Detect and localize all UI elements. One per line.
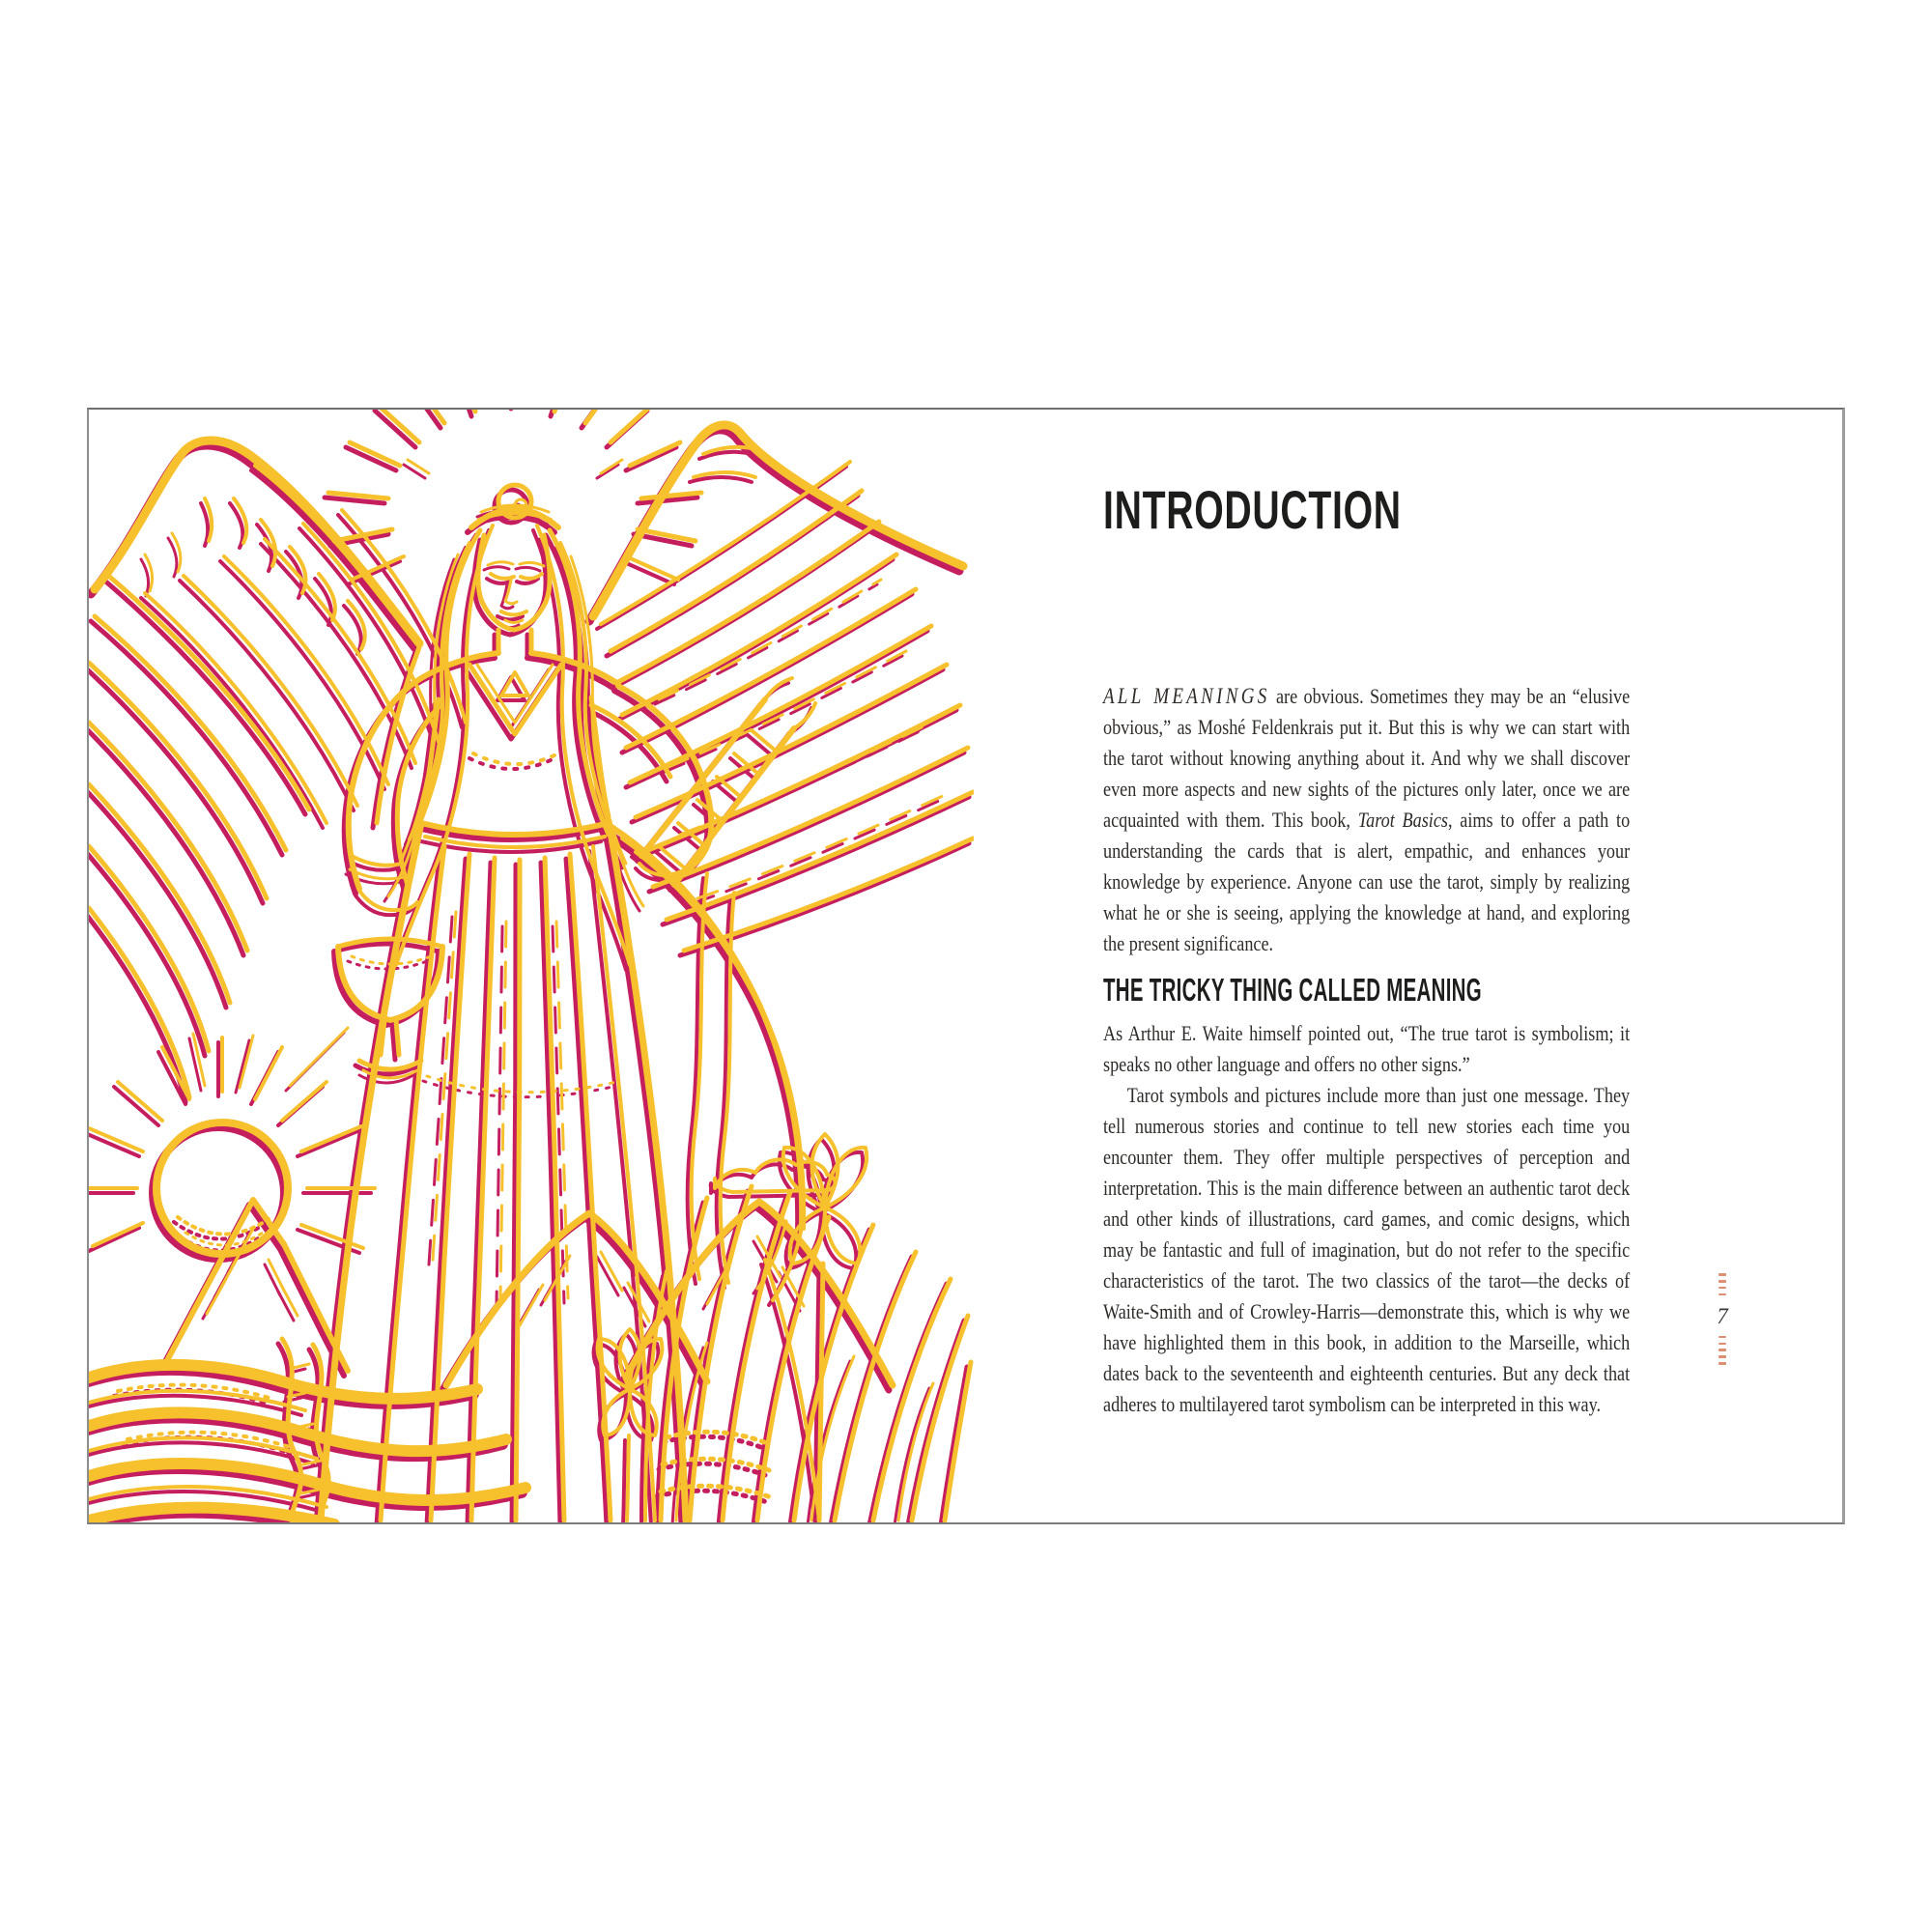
yellow-ink-layer [89,410,973,1522]
intro-paragraph [1103,681,1630,959]
page-number-marker [1712,1271,1733,1367]
intro-book-title: Tarot Basics [1357,808,1448,832]
section-body [1103,1018,1630,1420]
intro-text-2: , aims to offer a path to understanding the cards that is alert, empathic, and enhances your knowledge by experience. Anyone can use the tarot, simply by realizing what he or she is seeing, applying the knowledge at hand, and exploring the present significance. [1103,808,1631,955]
book-spread [87,408,1845,1524]
temperance-angel-illustration [89,410,974,1522]
magenta-ink-layer [89,410,969,1522]
marker-tick [1719,1362,1726,1365]
section-heading: THE TRICKY THING CALLED MEANING [1103,972,1482,1008]
intro-text-1: are obvious. Sometimes they may be an “elusive obvious,” as Moshé Feldenkrais put it. But this is why we can start with the tarot without knowing anything about it. And why we shall discover even more aspects and new sights of the pictures only later, once we are acquainted with them. This book, [1103,684,1631,832]
marker-tick [1719,1355,1726,1358]
marker-tick [1719,1287,1726,1290]
marker-tick [1719,1343,1726,1346]
marker-tick [1719,1280,1726,1283]
marker-tick [1719,1349,1726,1351]
marker-tick [1719,1293,1726,1296]
page-title: INTRODUCTION [1103,479,1402,540]
section-paragraph-1: As Arthur E. Waite himself pointed out, “The true tarot is symbolism; it speaks no other language and offers no other signs.” [1103,1021,1631,1076]
intro-lead: ALL MEANINGS [1103,684,1270,708]
section-paragraph-2: Tarot symbols and pictures include more than just one message. They tell numerous stories and continue to tell new stories each time you encounter them. They offer multiple perspectives of perception and interpretation. This is the main difference between an authentic tarot deck and other kinds of illustrations, card games, and comic designs, which may be fantastic and full of imagination, but do not refer to the specific characteristics of the tarot. The two classics of the tarot—the decks of Waite-Smith and of Crowley-Harris—demonstrate this, which is why we have highlighted them in this book, in addition to the Marseille, which dates back to the seventeenth and eighteenth centuries. But any deck that adheres to multilayered tarot symbolism can be interpreted in this way. [1103,1083,1631,1416]
page-number: 7 [1717,1303,1728,1328]
right-page [1103,410,1632,1522]
marker-tick [1719,1336,1726,1339]
marker-tick [1719,1273,1726,1276]
